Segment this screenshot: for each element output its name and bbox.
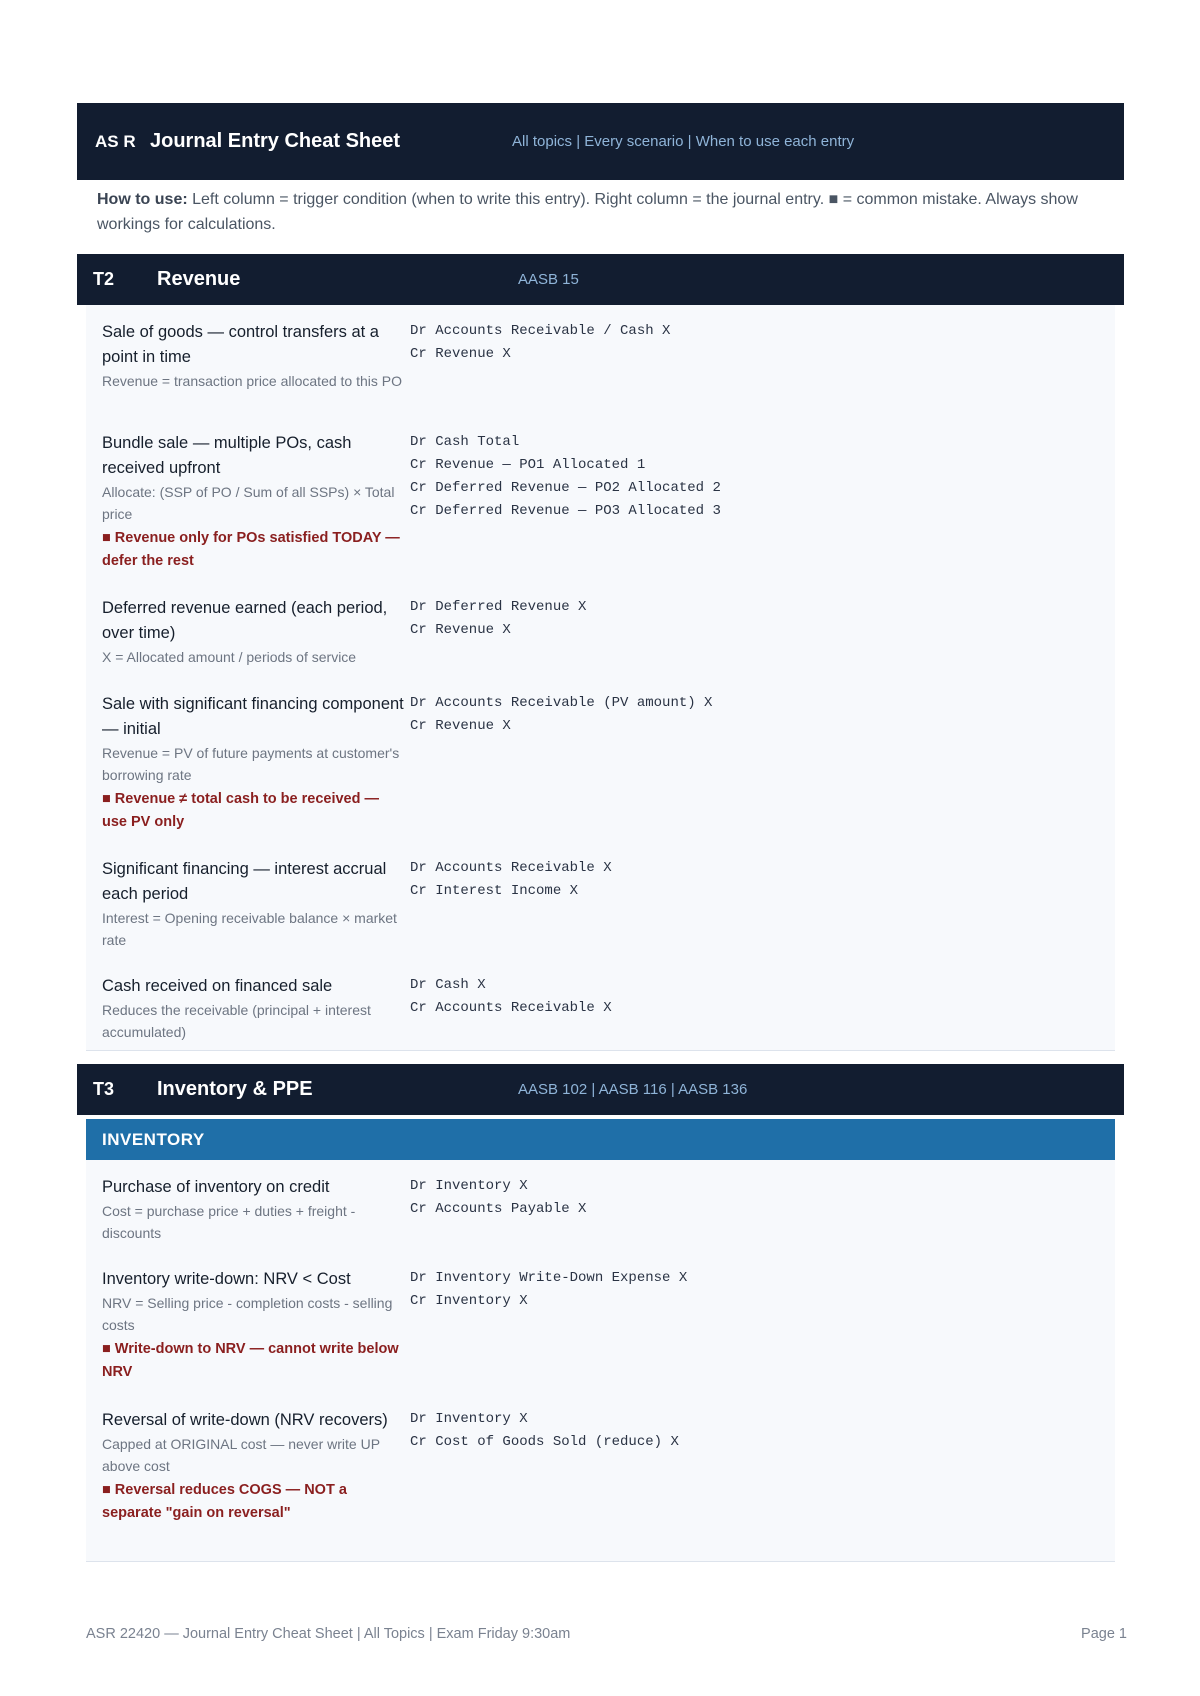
journal-entry-row <box>86 974 1115 1048</box>
journal-entry-row <box>86 857 1115 974</box>
debit-line: Dr Accounts Receivable (PV amount) X <box>410 695 713 711</box>
section-code: T2 <box>93 269 115 289</box>
journal-entry-row <box>86 1408 1115 1548</box>
entry-trigger: Purchase of inventory on credit <box>102 1178 330 1196</box>
entry-trigger: Bundle sale — multiple POs, cash received upfront <box>102 434 352 477</box>
cheat-sheet-page <box>77 103 1124 1562</box>
entry-trigger: Significant financing — interest accrual each period <box>102 860 387 903</box>
entry-trigger: Cash received on financed sale <box>102 977 333 995</box>
how-to-use-note <box>77 180 1124 254</box>
journal-entry-row <box>86 692 1115 857</box>
entry-note: Reduces the receivable (principal + interest accumulated) <box>102 1002 371 1040</box>
entry-note: Cost = purchase price + duties + freight - discounts <box>102 1203 356 1241</box>
common-mistake-warning: ■ Revenue ≠ total cash to be received — use PV only <box>102 788 408 834</box>
credit-line: Cr Inventory X <box>410 1293 528 1309</box>
entry-note: Capped at ORIGINAL cost — never write UP above cost <box>102 1436 380 1474</box>
entry-trigger: Sale with significant financing component — initial <box>102 695 404 738</box>
how-to-use-text: Left column = trigger condition (when to write this entry). Right column = the journal entry. ■ = common mistake. Always show workings for calculations. <box>97 191 1078 233</box>
common-mistake-warning: ■ Write-down to NRV — cannot write below NRV <box>102 1338 408 1384</box>
journal-entry <box>408 974 612 1048</box>
journal-entry <box>408 1408 679 1548</box>
credit-line: Cr Interest Income X <box>410 883 579 899</box>
credit-line: Cr Deferred Revenue — PO3 Allocated 3 <box>410 503 721 519</box>
entry-trigger: Reversal of write-down (NRV recovers) <box>102 1411 388 1429</box>
journal-entry <box>408 1175 586 1267</box>
page-number: Page 1 <box>1081 1626 1127 1642</box>
journal-entry <box>408 596 586 692</box>
footer-course-info: ASR 22420 — Journal Entry Cheat Sheet | All Topics | Exam Friday 9:30am <box>86 1626 571 1642</box>
section-header-revenue <box>77 254 1124 305</box>
section-title: Revenue <box>157 268 241 290</box>
journal-entry <box>408 692 712 857</box>
credit-line: Cr Revenue X <box>410 718 511 734</box>
debit-line: Dr Cash Total <box>410 434 520 450</box>
journal-entry <box>408 431 721 596</box>
entry-note: Allocate: (SSP of PO / Sum of all SSPs) × Total price <box>102 484 395 522</box>
credit-line: Cr Cost of Goods Sold (reduce) X <box>410 1434 679 1450</box>
debit-line: Dr Cash X <box>410 977 486 993</box>
entry-note: X = Allocated amount / periods of service <box>102 649 357 665</box>
credit-line: Cr Revenue X <box>410 346 511 362</box>
debit-line: Dr Accounts Receivable / Cash X <box>410 323 671 339</box>
credit-line: Cr Deferred Revenue — PO2 Allocated 2 <box>410 480 721 496</box>
entry-note: NRV = Selling price - completion costs - selling costs <box>102 1295 393 1333</box>
section-body-revenue <box>86 305 1115 1051</box>
common-mistake-warning: ■ Reversal reduces COGS — NOT a separate "gain on reversal" <box>102 1479 408 1525</box>
entry-note: Revenue = PV of future payments at customer's borrowing rate <box>102 745 400 783</box>
credit-line: Cr Revenue — PO1 Allocated 1 <box>410 457 646 473</box>
document-header <box>77 103 1124 180</box>
entry-trigger: Deferred revenue earned (each period, over time) <box>102 599 388 642</box>
entry-note: Revenue = transaction price allocated to this PO <box>102 373 403 389</box>
common-mistake-warning: ■ Revenue only for POs satisfied TODAY — defer the rest <box>102 527 408 573</box>
section-code: T3 <box>93 1079 115 1099</box>
debit-line: Dr Deferred Revenue X <box>410 599 587 615</box>
page-footer <box>86 1626 1127 1642</box>
section-standard-ref: AASB 102 | AASB 116 | AASB 136 <box>518 1081 748 1098</box>
entry-trigger: Sale of goods — control transfers at a point in time <box>102 323 379 366</box>
journal-entry <box>408 1267 687 1408</box>
debit-line: Dr Inventory X <box>410 1178 528 1194</box>
section-header-inventory-ppe <box>77 1064 1124 1115</box>
debit-line: Dr Inventory Write-Down Expense X <box>410 1270 688 1286</box>
entry-trigger: Inventory write-down: NRV < Cost <box>102 1270 351 1288</box>
debit-line: Dr Accounts Receivable X <box>410 860 612 876</box>
section-title: Inventory & PPE <box>157 1078 313 1100</box>
debit-line: Dr Inventory X <box>410 1411 528 1427</box>
credit-line: Cr Accounts Receivable X <box>410 1000 612 1016</box>
journal-entry <box>408 857 612 974</box>
subsection-heading-inventory: INVENTORY <box>86 1119 1115 1160</box>
journal-entry-row <box>86 1175 1115 1267</box>
credit-line: Cr Revenue X <box>410 622 511 638</box>
journal-entry-row <box>86 596 1115 692</box>
entry-note: Interest = Opening receivable balance × market rate <box>102 910 397 948</box>
credit-line: Cr Accounts Payable X <box>410 1201 587 1217</box>
journal-entry-row <box>86 320 1115 431</box>
document-title: Journal Entry Cheat Sheet <box>150 130 401 152</box>
how-to-use-label: How to use: <box>97 191 188 208</box>
document-subtitle: All topics | Every scenario | When to use each entry <box>512 133 855 150</box>
course-code: AS R <box>95 132 136 151</box>
section-body-inventory <box>86 1160 1115 1562</box>
section-standard-ref: AASB 15 <box>518 271 579 288</box>
journal-entry <box>408 320 670 431</box>
journal-entry-row <box>86 1267 1115 1408</box>
journal-entry-row <box>86 431 1115 596</box>
